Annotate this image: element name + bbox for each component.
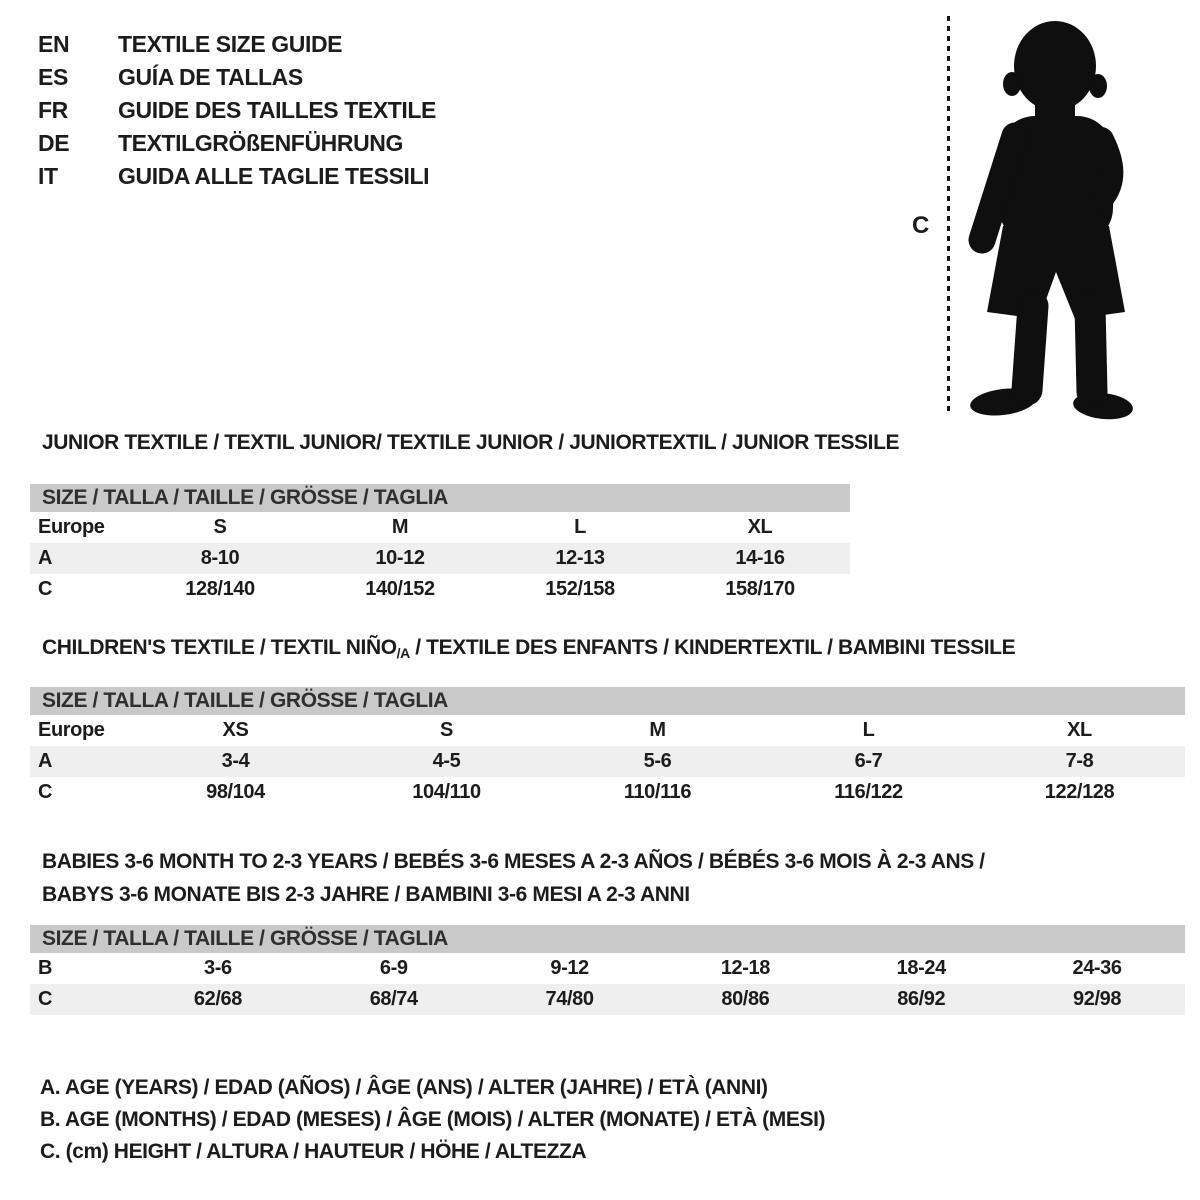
table-row-sizes — [30, 715, 1185, 746]
table-row-sizes — [30, 512, 850, 543]
value-cell: 6-9 — [379, 957, 408, 979]
junior-size-table — [30, 484, 850, 605]
legend-footnotes — [40, 1072, 825, 1168]
lang-code: IT — [38, 163, 58, 189]
children-title-post: / TEXTILE DES ENFANTS / KINDERTEXTIL / BAMBINI TESSILE — [409, 636, 1016, 659]
size-col: M — [391, 516, 409, 538]
row-label: B — [38, 957, 53, 979]
value-cell: 62/68 — [193, 988, 242, 1010]
value-cell: 110/116 — [623, 781, 692, 803]
lang-title: GUIDA ALLE TAGLIE TESSILI — [118, 163, 430, 189]
value-cell: 4-5 — [432, 750, 461, 772]
height-measure-dashed-line — [947, 16, 950, 416]
value-cell: 12-13 — [555, 547, 605, 569]
children-title-sub: /A — [396, 645, 410, 661]
lang-title: TEXTILGRÖßENFÜHRUNG — [118, 130, 403, 156]
size-header-bar: SIZE / TALLA / TAILLE / GRÖSSE / TAGLIA — [30, 484, 850, 512]
lang-code: FR — [38, 97, 68, 123]
size-col: XS — [222, 719, 249, 741]
row-label: C — [38, 578, 53, 600]
lang-row-it — [38, 160, 436, 193]
value-cell: 140/152 — [365, 578, 435, 600]
row-label: A — [38, 750, 53, 772]
value-cell: 74/80 — [545, 988, 594, 1010]
region-label: Europe — [38, 516, 105, 538]
lang-row-en — [38, 28, 436, 61]
lang-title: GUIDE DES TAILLES TEXTILE — [118, 97, 436, 123]
value-cell: 12-18 — [720, 957, 770, 979]
table-row-age-months — [30, 953, 1185, 984]
row-label: A — [38, 547, 53, 569]
children-title-pre: CHILDREN'S TEXTILE / TEXTIL NIÑO — [42, 636, 397, 659]
region-label: Europe — [38, 719, 105, 741]
lang-title: TEXTILE SIZE GUIDE — [118, 31, 343, 57]
footnote-b: B. AGE (MONTHS) / EDAD (MESES) / ÂGE (MOIS) / ALTER (MONATE) / ETÀ (MESI) — [40, 1108, 826, 1131]
lang-code: EN — [38, 31, 70, 57]
value-cell: 6-7 — [854, 750, 883, 772]
height-measure-label: C — [912, 212, 929, 239]
size-col: XL — [747, 516, 773, 538]
babies-section-title — [42, 845, 985, 911]
value-cell: 3-6 — [204, 957, 232, 979]
value-cell: 86/92 — [897, 988, 946, 1010]
children-section-title — [42, 636, 1015, 661]
value-cell: 92/98 — [1073, 988, 1122, 1010]
value-cell: 9-12 — [550, 957, 589, 979]
toddler-silhouette-icon — [955, 14, 1145, 424]
size-col: S — [213, 516, 227, 538]
table-row-height-cm — [30, 574, 850, 605]
children-size-table — [30, 687, 1185, 808]
size-col: L — [862, 719, 875, 741]
size-col: XL — [1067, 719, 1092, 741]
lang-row-fr — [38, 94, 436, 127]
size-col: L — [574, 516, 586, 538]
value-cell: 3-4 — [221, 750, 250, 772]
value-cell: 116/122 — [834, 781, 903, 803]
babies-title-line1: BABIES 3-6 MONTH TO 2-3 YEARS / BEBÉS 3-6 MESES A 2-3 AÑOS / BÉBÉS 3-6 MOIS À 2-3 ANS / — [42, 850, 985, 873]
value-cell: 152/158 — [545, 578, 615, 600]
babies-size-table — [30, 925, 1185, 1015]
size-header-bar: SIZE / TALLA / TAILLE / GRÖSSE / TAGLIA — [30, 687, 1185, 715]
value-cell: 68/74 — [369, 988, 418, 1010]
value-cell: 128/140 — [185, 578, 255, 600]
babies-title-line2: BABYS 3-6 MONATE BIS 2-3 JAHRE / BAMBINI 3-6 MESI A 2-3 ANNI — [42, 883, 690, 906]
size-header-bar: SIZE / TALLA / TAILLE / GRÖSSE / TAGLIA — [30, 925, 1185, 953]
value-cell: 5-6 — [643, 750, 672, 772]
footnote-a: A. AGE (YEARS) / EDAD (AÑOS) / ÂGE (ANS) / ALTER (JAHRE) / ETÀ (ANNI) — [40, 1076, 768, 1099]
table-row-age-years — [30, 746, 1185, 777]
table-row-height-cm — [30, 777, 1185, 808]
value-cell: 122/128 — [1044, 781, 1115, 803]
row-label: C — [38, 781, 53, 803]
lang-code: DE — [38, 130, 70, 156]
value-cell: 24-36 — [1072, 957, 1122, 979]
lang-title: GUÍA DE TALLAS — [118, 64, 303, 90]
value-cell: 98/104 — [206, 781, 265, 803]
size-col: M — [649, 719, 666, 741]
language-title-list — [38, 28, 436, 193]
value-cell: 7-8 — [1065, 750, 1094, 772]
value-cell: 8-10 — [200, 547, 240, 569]
lang-code: ES — [38, 64, 68, 90]
lang-row-de — [38, 127, 436, 160]
value-cell: 18-24 — [896, 957, 946, 979]
row-label: C — [38, 988, 53, 1010]
value-cell: 14-16 — [735, 547, 785, 569]
lang-row-es — [38, 61, 436, 94]
value-cell: 10-12 — [375, 547, 425, 569]
size-col: S — [440, 719, 453, 741]
junior-section-title: JUNIOR TEXTILE / TEXTIL JUNIOR/ TEXTILE JUNIOR / JUNIORTEXTIL / JUNIOR TESSILE — [42, 431, 900, 454]
value-cell: 104/110 — [412, 781, 481, 803]
table-row-height-cm — [30, 984, 1185, 1015]
footnote-c: C. (cm) HEIGHT / ALTURA / HAUTEUR / HÖHE / ALTEZZA — [40, 1140, 587, 1163]
value-cell: 158/170 — [725, 578, 795, 600]
table-row-age-years — [30, 543, 850, 574]
value-cell: 80/86 — [721, 988, 770, 1010]
